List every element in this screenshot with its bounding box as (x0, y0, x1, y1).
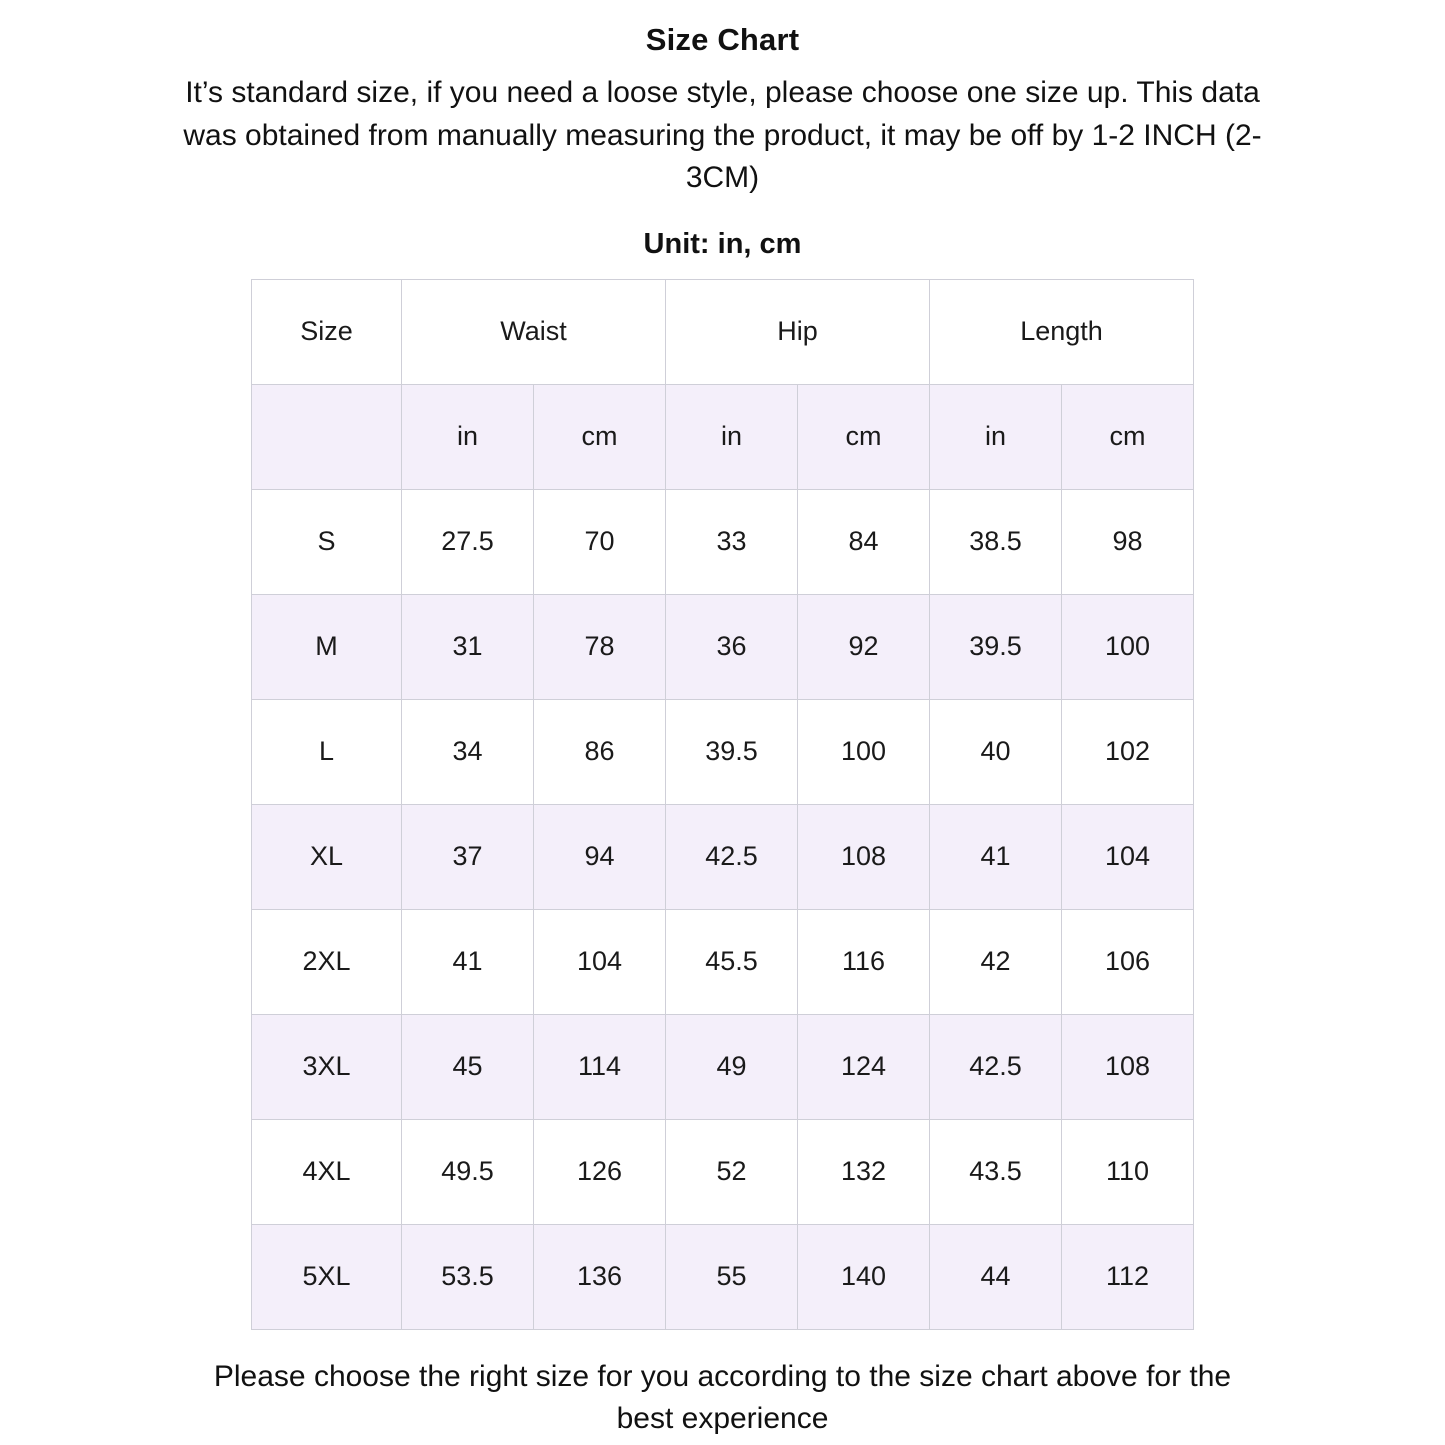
cell-waist-cm: 94 (533, 804, 665, 909)
table-row (251, 1224, 1193, 1329)
subheader-waist-cm: cm (533, 384, 665, 489)
page-title: Size Chart (645, 22, 800, 57)
cell-waist-cm: 78 (533, 594, 665, 699)
cell-hip-cm: 108 (797, 804, 929, 909)
cell-size: 4XL (251, 1119, 401, 1224)
cell-hip-in: 42.5 (665, 804, 797, 909)
table-row (251, 699, 1193, 804)
cell-hip-cm: 132 (797, 1119, 929, 1224)
cell-length-cm: 104 (1062, 804, 1194, 909)
cell-size: 5XL (251, 1224, 401, 1329)
cell-size: 3XL (251, 1014, 401, 1119)
size-chart-table (251, 279, 1194, 1330)
cell-size: L (251, 699, 401, 804)
cell-waist-cm: 126 (533, 1119, 665, 1224)
cell-hip-in: 55 (665, 1224, 797, 1329)
cell-waist-cm: 70 (533, 489, 665, 594)
cell-length-cm: 112 (1062, 1224, 1194, 1329)
table-row (251, 909, 1193, 1014)
cell-waist-in: 37 (401, 804, 533, 909)
table-subheader-row (251, 384, 1193, 489)
cell-size: S (251, 489, 401, 594)
unit-label: Unit: in, cm (643, 227, 802, 260)
cell-hip-cm: 116 (797, 909, 929, 1014)
cell-waist-cm: 136 (533, 1224, 665, 1329)
cell-hip-cm: 100 (797, 699, 929, 804)
table-row (251, 1119, 1193, 1224)
cell-hip-in: 33 (665, 489, 797, 594)
cell-length-cm: 110 (1062, 1119, 1194, 1224)
table-row (251, 594, 1193, 699)
cell-waist-cm: 86 (533, 699, 665, 804)
subheader-hip-in: in (665, 384, 797, 489)
cell-length-cm: 100 (1062, 594, 1194, 699)
cell-waist-cm: 114 (533, 1014, 665, 1119)
table-row (251, 489, 1193, 594)
cell-length-cm: 102 (1062, 699, 1194, 804)
subheader-length-cm: cm (1062, 384, 1194, 489)
header-size: Size (251, 279, 401, 384)
cell-hip-in: 36 (665, 594, 797, 699)
cell-waist-in: 49.5 (401, 1119, 533, 1224)
cell-size: 2XL (251, 909, 401, 1014)
subheader-blank (251, 384, 401, 489)
cell-hip-cm: 140 (797, 1224, 929, 1329)
cell-length-in: 40 (930, 699, 1062, 804)
cell-waist-in: 41 (401, 909, 533, 1014)
measurement-note: It’s standard size, if you need a loose style, please choose one size up. This data was obtained from manually measuring the product, it may be off by 1-2 INCH (2-3CM) (183, 76, 1262, 195)
header-hip: Hip (665, 279, 929, 384)
subheader-waist-in: in (401, 384, 533, 489)
cell-hip-in: 49 (665, 1014, 797, 1119)
cell-hip-cm: 92 (797, 594, 929, 699)
cell-length-in: 39.5 (930, 594, 1062, 699)
cell-waist-in: 31 (401, 594, 533, 699)
cell-length-in: 42.5 (930, 1014, 1062, 1119)
table-row (251, 1014, 1193, 1119)
cell-hip-cm: 84 (797, 489, 929, 594)
cell-waist-in: 34 (401, 699, 533, 804)
cell-hip-in: 52 (665, 1119, 797, 1224)
header-waist: Waist (401, 279, 665, 384)
cell-length-cm: 98 (1062, 489, 1194, 594)
cell-waist-cm: 104 (533, 909, 665, 1014)
table-header-row (251, 279, 1193, 384)
cell-hip-in: 45.5 (665, 909, 797, 1014)
cell-length-cm: 108 (1062, 1014, 1194, 1119)
table-row (251, 804, 1193, 909)
cell-hip-in: 39.5 (665, 699, 797, 804)
cell-length-in: 43.5 (930, 1119, 1062, 1224)
footer-note: Please choose the right size for you according to the size chart above for the best experience (213, 1359, 1232, 1435)
cell-waist-in: 53.5 (401, 1224, 533, 1329)
cell-waist-in: 27.5 (401, 489, 533, 594)
subheader-hip-cm: cm (797, 384, 929, 489)
cell-hip-cm: 124 (797, 1014, 929, 1119)
cell-length-in: 38.5 (930, 489, 1062, 594)
cell-waist-in: 45 (401, 1014, 533, 1119)
cell-size: M (251, 594, 401, 699)
header-length: Length (930, 279, 1194, 384)
cell-length-cm: 106 (1062, 909, 1194, 1014)
cell-length-in: 42 (930, 909, 1062, 1014)
subheader-length-in: in (930, 384, 1062, 489)
cell-length-in: 44 (930, 1224, 1062, 1329)
cell-size: XL (251, 804, 401, 909)
cell-length-in: 41 (930, 804, 1062, 909)
